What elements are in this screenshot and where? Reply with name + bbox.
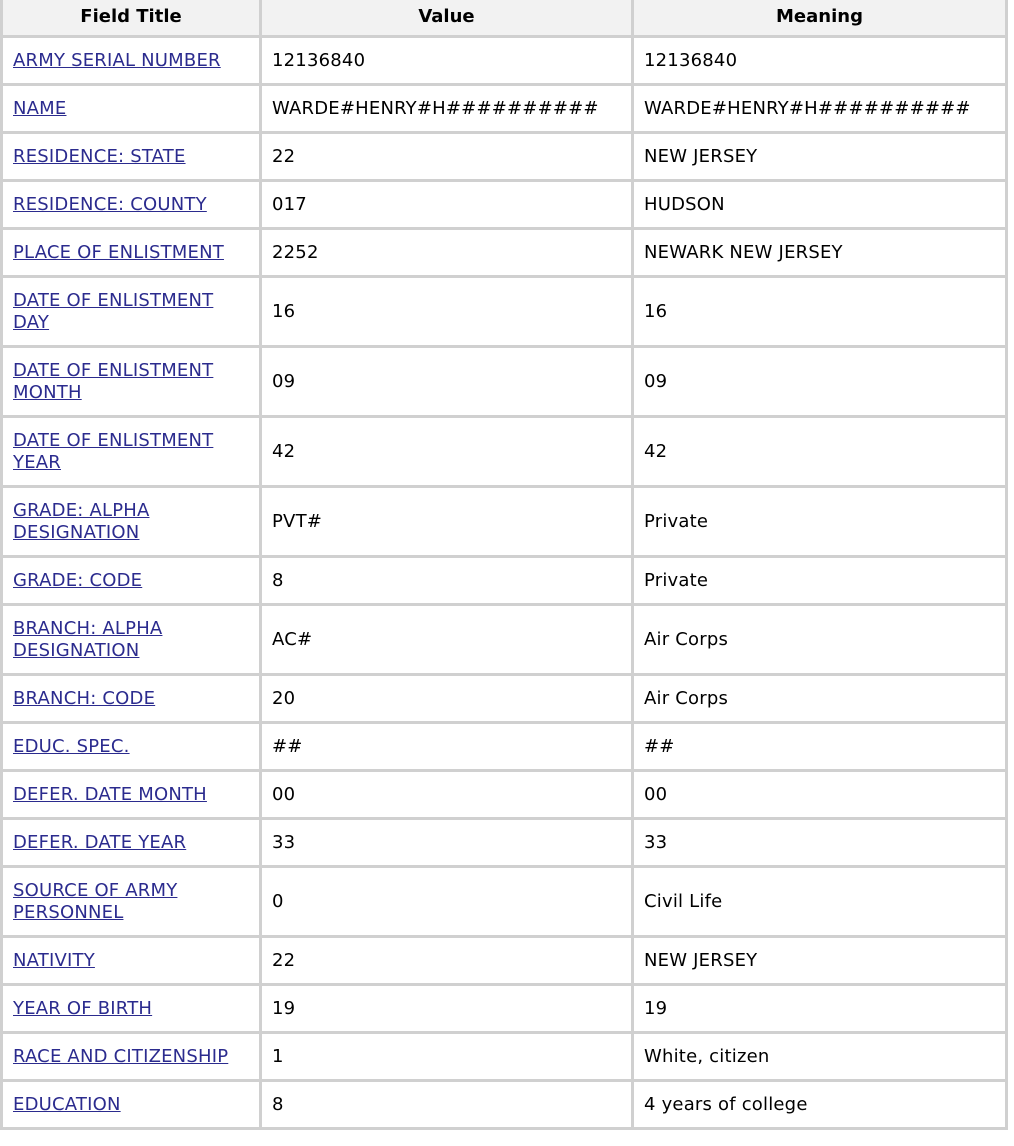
- table-row: [0, 488, 1008, 558]
- table-row: [0, 182, 1008, 230]
- value-cell: AC#: [262, 606, 634, 676]
- table-row: [0, 938, 1008, 986]
- table-row: [0, 86, 1008, 134]
- table-row: [0, 820, 1008, 868]
- table-row: [0, 1082, 1008, 1130]
- table-row: [0, 418, 1008, 488]
- meaning-cell: 09: [634, 348, 1008, 418]
- header-meaning: Meaning: [634, 0, 1008, 38]
- value-cell: 2252: [262, 230, 634, 278]
- table-row: [0, 772, 1008, 820]
- header-field-title: Field Title: [0, 0, 262, 38]
- field-link-grade-alpha-designation[interactable]: GRADE: ALPHA DESIGNATION: [13, 499, 150, 543]
- meaning-cell: Air Corps: [634, 606, 1008, 676]
- value-cell: 42: [262, 418, 634, 488]
- table-row: [0, 676, 1008, 724]
- value-cell: 8: [262, 1082, 634, 1130]
- table-row: [0, 1034, 1008, 1082]
- meaning-cell: 16: [634, 278, 1008, 348]
- meaning-cell: HUDSON: [634, 182, 1008, 230]
- meaning-cell: NEW JERSEY: [634, 134, 1008, 182]
- field-link-source-of-army-personnel[interactable]: SOURCE OF ARMY PERSONNEL: [13, 879, 178, 923]
- meaning-cell: 42: [634, 418, 1008, 488]
- value-cell: 0: [262, 868, 634, 938]
- field-link-defer-date-month[interactable]: DEFER. DATE MONTH: [13, 783, 207, 805]
- table-row: [0, 724, 1008, 772]
- value-cell: 8: [262, 558, 634, 606]
- table-row: [0, 558, 1008, 606]
- value-cell: 19: [262, 986, 634, 1034]
- meaning-cell: Civil Life: [634, 868, 1008, 938]
- meaning-cell: NEWARK NEW JERSEY: [634, 230, 1008, 278]
- value-cell: 00: [262, 772, 634, 820]
- value-cell: 20: [262, 676, 634, 724]
- meaning-cell: White, citizen: [634, 1034, 1008, 1082]
- table-row: [0, 230, 1008, 278]
- value-cell: 1: [262, 1034, 634, 1082]
- field-link-race-and-citizenship[interactable]: RACE AND CITIZENSHIP: [13, 1045, 229, 1067]
- table-row: [0, 868, 1008, 938]
- value-cell: 22: [262, 134, 634, 182]
- meaning-cell: Private: [634, 488, 1008, 558]
- field-link-educ-spec[interactable]: EDUC. SPEC.: [13, 735, 130, 757]
- value-cell: 33: [262, 820, 634, 868]
- meaning-cell: 12136840: [634, 38, 1008, 86]
- table-row: [0, 38, 1008, 86]
- meaning-cell: NEW JERSEY: [634, 938, 1008, 986]
- field-link-date-of-enlistment-month[interactable]: DATE OF ENLISTMENT MONTH: [13, 359, 214, 403]
- meaning-cell: ##: [634, 724, 1008, 772]
- field-link-residence-county[interactable]: RESIDENCE: COUNTY: [13, 193, 207, 215]
- field-link-residence-state[interactable]: RESIDENCE: STATE: [13, 145, 186, 167]
- value-cell: 09: [262, 348, 634, 418]
- field-link-date-of-enlistment-day[interactable]: DATE OF ENLISTMENT DAY: [13, 289, 214, 333]
- field-link-name[interactable]: NAME: [13, 97, 67, 119]
- table-row: [0, 606, 1008, 676]
- table-row: [0, 134, 1008, 182]
- field-link-date-of-enlistment-year[interactable]: DATE OF ENLISTMENT YEAR: [13, 429, 214, 473]
- header-value: Value: [262, 0, 634, 38]
- field-link-year-of-birth[interactable]: YEAR OF BIRTH: [13, 997, 153, 1019]
- table-row: [0, 986, 1008, 1034]
- value-cell: PVT#: [262, 488, 634, 558]
- table-row: [0, 278, 1008, 348]
- value-cell: 22: [262, 938, 634, 986]
- meaning-cell: 19: [634, 986, 1008, 1034]
- field-link-branch-code[interactable]: BRANCH: CODE: [13, 687, 156, 709]
- meaning-cell: 00: [634, 772, 1008, 820]
- header-row: [0, 0, 1008, 38]
- meaning-cell: WARDE#HENRY#H##########: [634, 86, 1008, 134]
- field-link-education[interactable]: EDUCATION: [13, 1093, 121, 1115]
- table-row: [0, 348, 1008, 418]
- meaning-cell: 4 years of college: [634, 1082, 1008, 1130]
- field-link-grade-code[interactable]: GRADE: CODE: [13, 569, 143, 591]
- value-cell: WARDE#HENRY#H##########: [262, 86, 634, 134]
- value-cell: 16: [262, 278, 634, 348]
- meaning-cell: 33: [634, 820, 1008, 868]
- field-link-nativity[interactable]: NATIVITY: [13, 949, 95, 971]
- field-link-army-serial-number[interactable]: ARMY SERIAL NUMBER: [13, 49, 221, 71]
- value-cell: 017: [262, 182, 634, 230]
- value-cell: 12136840: [262, 38, 634, 86]
- field-link-branch-alpha-designation[interactable]: BRANCH: ALPHA DESIGNATION: [13, 617, 163, 661]
- value-cell: ##: [262, 724, 634, 772]
- meaning-cell: Air Corps: [634, 676, 1008, 724]
- field-link-place-of-enlistment[interactable]: PLACE OF ENLISTMENT: [13, 241, 224, 263]
- meaning-cell: Private: [634, 558, 1008, 606]
- field-link-defer-date-year[interactable]: DEFER. DATE YEAR: [13, 831, 187, 853]
